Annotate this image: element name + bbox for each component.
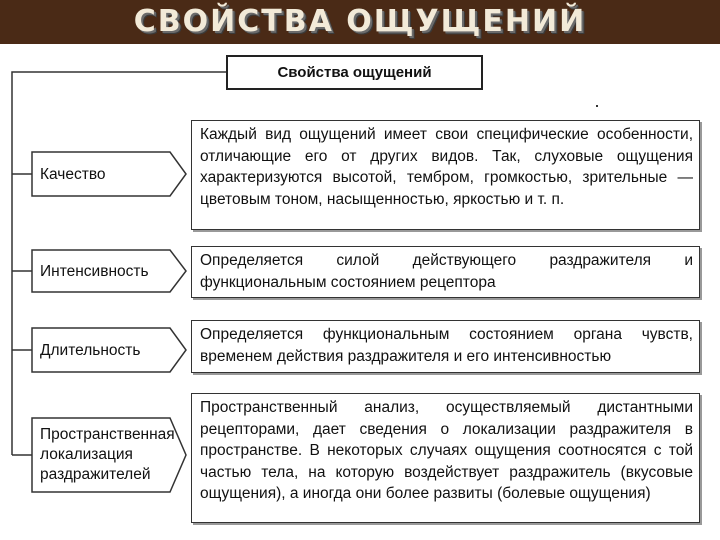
stray-dot: [596, 105, 598, 107]
diagram-header: Свойства ощущений: [226, 55, 483, 90]
property-label-localization-text: Пространственная локализация раздражителей: [40, 426, 175, 483]
property-description-duration: Определяется функциональным состоянием органа чувств, временем действия раздражителя и его интенсивностью: [191, 320, 700, 373]
property-description-quality: Каждый вид ощущений имеет свои специфические особенности, отличающие его от других видов. Так, слуховые ощущения характеризуются высотой, тембром, громкостью, зрительные — цветовым тоном, насыщенностью, яркостью и т. п.: [191, 120, 700, 230]
slide-title: СВОЙСТВА ОЩУЩЕНИЙ: [133, 4, 587, 39]
property-label-localization: [34, 418, 174, 492]
property-label-intensity: Интенсивность: [40, 262, 149, 280]
property-description-localization: Пространственный анализ, осуществляемый дистантными рецепторами, дает сведения о локализации раздражителя в пространстве. В некоторых случаях ощущения соотносятся с той частью тела, на которую воздействует раздражитель (вкусовые ощущения), а иногда они более развиты (болевые ощущения): [191, 393, 700, 523]
property-label-duration: Длительность: [40, 341, 141, 359]
property-description-intensity: Определяется силой действующего раздражителя и функциональным состоянием рецептора: [191, 246, 700, 298]
property-label-quality: Качество: [40, 165, 106, 183]
